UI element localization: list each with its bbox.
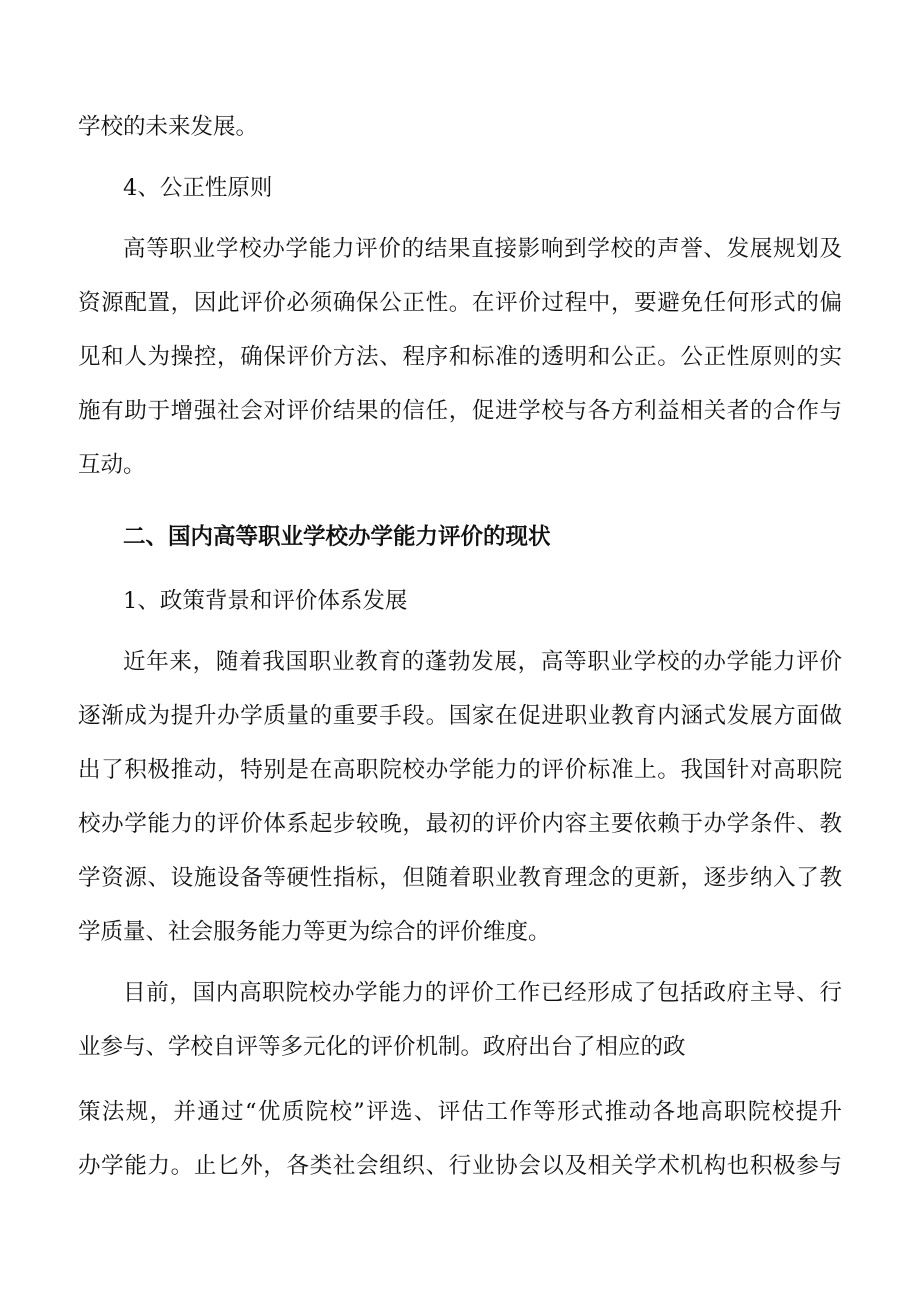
paragraph-line: 互动。 bbox=[78, 452, 146, 478]
paragraph-line: 学质量、社会服务能力等更为综合的评价维度。 bbox=[78, 919, 551, 945]
paragraph-line: 高等职业学校办学能力评价的结果直接影响到学校的声誉、发展规划及 bbox=[123, 236, 842, 262]
paragraph-line: 资源配置，因此评价必须确保公正性。在评价过程中，要避免任何形式的偏 bbox=[78, 290, 842, 316]
paragraph-line: 见和人为操控，确保评价方法、程序和标准的透明和公正。公正性原则的实 bbox=[78, 344, 842, 370]
paragraph-line: 近年来，随着我国职业教育的蓬勃发展，高等职业学校的办学能力评价 bbox=[123, 649, 842, 675]
subsection-heading: 1、政策背景和评价体系发展 bbox=[123, 588, 408, 614]
paragraph-line: 业参与、学校自评等多元化的评价机制。政府出台了相应的政 bbox=[78, 1034, 686, 1060]
paragraph-line: 出了积极推动，特别是在高职院校办学能力的评价标准上。我国针对高职院 bbox=[78, 757, 842, 783]
paragraph-line: 目前，国内高职院校办学能力的评价工作已经形成了包括政府主导、行 bbox=[123, 980, 842, 1006]
paragraph-line: 策法规，并通过“优质院校”评选、评估工作等形式推动各地高职院校提升 bbox=[78, 1099, 842, 1125]
paragraph-line: 校办学能力的评价体系起步较晚，最初的评价内容主要依赖于办学条件、教 bbox=[78, 811, 842, 837]
paragraph-line: 办学能力。止匕外，各类社会组织、行业协会以及相关学术机构也积极参与 bbox=[78, 1153, 842, 1179]
section-heading: 4、公正性原则 bbox=[123, 175, 273, 201]
paragraph-line: 学资源、设施设备等硬性指标，但随着职业教育理念的更新，逐步纳入了教 bbox=[78, 865, 842, 891]
paragraph-line: 施有助于增强社会对评价结果的信任，促进学校与各方利益相关者的合作与 bbox=[78, 398, 842, 424]
paragraph-line: 学校的未来发展。 bbox=[78, 114, 259, 140]
paragraph-line: 逐渐成为提升办学质量的重要手段。国家在促进职业教育内涵式发展方面做 bbox=[78, 703, 842, 729]
chapter-heading: 二、国内高等职业学校办学能力评价的现状 bbox=[123, 524, 551, 550]
